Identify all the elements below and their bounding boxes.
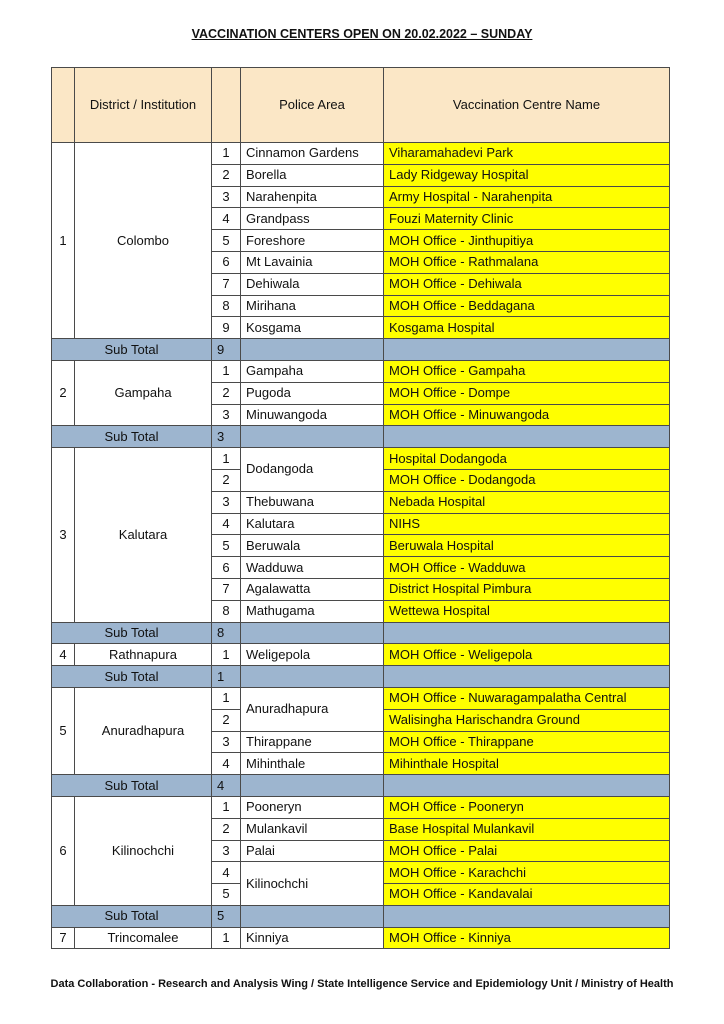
entry-number: 5 [212,230,241,252]
table-row [52,796,670,818]
entry-number: 3 [212,404,241,426]
vaccination-centre: MOH Office - Nuwaragampalatha Central [384,687,670,709]
entry-number: 3 [212,491,241,513]
entry-number: 3 [212,840,241,862]
district-number: 6 [52,796,75,905]
vaccination-centre: MOH Office - Rathmalana [384,251,670,273]
entry-number: 2 [212,164,241,186]
vaccination-centre: MOH Office - Weligepola [384,644,670,666]
entry-number: 2 [212,382,241,404]
table-row [52,143,670,165]
subtotal-row [52,905,670,927]
entry-number: 1 [212,143,241,165]
subtotal-label: Sub Total [52,905,212,927]
district-name: Kalutara [75,448,212,622]
entry-number: 3 [212,731,241,753]
vaccination-centre: MOH Office - Palai [384,840,670,862]
subtotal-row [52,666,670,688]
subtotal-empty [241,426,384,448]
vaccination-centre: Lady Ridgeway Hospital [384,164,670,186]
vaccination-centre: MOH Office - Wadduwa [384,557,670,579]
police-area: Thebuwana [241,491,384,513]
subtotal-label: Sub Total [52,426,212,448]
police-area: Kosgama [241,317,384,339]
vaccination-centre: MOH Office - Kinniya [384,927,670,949]
vaccination-centre: MOH Office - Pooneryn [384,796,670,818]
police-area: Wadduwa [241,557,384,579]
police-area: Minuwangoda [241,404,384,426]
vaccination-centre: Fouzi Maternity Clinic [384,208,670,230]
table-row [52,360,670,382]
subtotal-empty [384,622,670,644]
entry-number: 1 [212,796,241,818]
subtotal-empty [384,426,670,448]
police-area: Kilinochchi [241,862,384,906]
subtotal-empty [384,666,670,688]
subtotal-empty [384,905,670,927]
vaccination-centre: Mihinthale Hospital [384,753,670,775]
police-area: Anuradhapura [241,687,384,731]
entry-number: 4 [212,753,241,775]
subtotal-value: 8 [212,622,241,644]
vaccination-centre: MOH Office - Gampaha [384,360,670,382]
vaccination-centre: Walisingha Harischandra Ground [384,709,670,731]
district-number: 5 [52,687,75,774]
entry-number: 6 [212,557,241,579]
entry-number: 5 [212,884,241,906]
entry-number: 1 [212,644,241,666]
vaccination-centre: MOH Office - Beddagana [384,295,670,317]
district-number: 3 [52,448,75,622]
vaccination-centre: MOH Office - Dodangoda [384,469,670,491]
entry-number: 1 [212,360,241,382]
police-area: Mt Lavainia [241,251,384,273]
police-area: Dodangoda [241,448,384,492]
entry-number: 8 [212,600,241,622]
police-area: Mathugama [241,600,384,622]
subtotal-value: 9 [212,339,241,361]
subtotal-label: Sub Total [52,339,212,361]
subtotal-row [52,426,670,448]
entry-number: 4 [212,513,241,535]
police-area: Kinniya [241,927,384,949]
police-area: Dehiwala [241,273,384,295]
footer-note: Data Collaboration - Research and Analysis Wing / State Intelligence Service and Epidemiology Unit / Ministry of Health [50,978,674,990]
subtotal-empty [241,666,384,688]
vaccination-centre: Viharamahadevi Park [384,143,670,165]
subtotal-row [52,339,670,361]
table-row [52,687,670,709]
district-number: 4 [52,644,75,666]
district-name: Rathnapura [75,644,212,666]
header-police-area: Police Area [241,68,384,143]
police-area: Pugoda [241,382,384,404]
entry-number: 3 [212,186,241,208]
entry-number: 7 [212,273,241,295]
table-row [52,927,670,949]
table-header-row [52,68,670,143]
header-vaccination-centre: Vaccination Centre Name [384,68,670,143]
header-district-number [52,68,75,143]
district-number: 7 [52,927,75,949]
subtotal-label: Sub Total [52,622,212,644]
entry-number: 5 [212,535,241,557]
police-area: Thirappane [241,731,384,753]
vaccination-centre: MOH Office - Jinthupitiya [384,230,670,252]
entry-number: 2 [212,818,241,840]
police-area: Mirihana [241,295,384,317]
vaccination-centre: Army Hospital - Narahenpita [384,186,670,208]
police-area: Kalutara [241,513,384,535]
vaccination-centre: District Hospital Pimbura [384,578,670,600]
entry-number: 7 [212,578,241,600]
police-area: Palai [241,840,384,862]
police-area: Pooneryn [241,796,384,818]
police-area: Beruwala [241,535,384,557]
subtotal-value: 4 [212,775,241,797]
entry-number: 1 [212,927,241,949]
subtotal-value: 5 [212,905,241,927]
entry-number: 1 [212,448,241,470]
vaccination-centre: MOH Office - Karachchi [384,862,670,884]
subtotal-row [52,622,670,644]
entry-number: 9 [212,317,241,339]
subtotal-empty [241,775,384,797]
vaccination-centre: Hospital Dodangoda [384,448,670,470]
district-name: Trincomalee [75,927,212,949]
vaccination-centre: MOH Office - Thirappane [384,731,670,753]
vaccination-centre: Nebada Hospital [384,491,670,513]
subtotal-empty [384,775,670,797]
subtotal-empty [241,339,384,361]
subtotal-row [52,775,670,797]
vaccination-centre: MOH Office - Dompe [384,382,670,404]
page-title: VACCINATION CENTERS OPEN ON 20.02.2022 – SUNDAY [191,27,533,41]
entry-number: 8 [212,295,241,317]
vaccination-centers-table [51,67,670,949]
header-district: District / Institution [75,68,212,143]
district-name: Gampaha [75,360,212,425]
subtotal-empty [241,905,384,927]
table-body [52,143,670,949]
entry-number: 4 [212,208,241,230]
district-number: 2 [52,360,75,425]
subtotal-value: 3 [212,426,241,448]
subtotal-empty [241,622,384,644]
police-area: Gampaha [241,360,384,382]
subtotal-empty [384,339,670,361]
subtotal-label: Sub Total [52,666,212,688]
vaccination-centre: MOH Office - Kandavalai [384,884,670,906]
header-entry-number [212,68,241,143]
police-area: Narahenpita [241,186,384,208]
vaccination-centre: NIHS [384,513,670,535]
police-area: Mihinthale [241,753,384,775]
table-row [52,644,670,666]
police-area: Cinnamon Gardens [241,143,384,165]
district-name: Colombo [75,143,212,339]
vaccination-centre: Base Hospital Mulankavil [384,818,670,840]
vaccination-centre: Kosgama Hospital [384,317,670,339]
subtotal-label: Sub Total [52,775,212,797]
police-area: Borella [241,164,384,186]
police-area: Grandpass [241,208,384,230]
entry-number: 1 [212,687,241,709]
subtotal-value: 1 [212,666,241,688]
police-area: Mulankavil [241,818,384,840]
entry-number: 6 [212,251,241,273]
police-area: Foreshore [241,230,384,252]
vaccination-centre: MOH Office - Dehiwala [384,273,670,295]
vaccination-centre: Wettewa Hospital [384,600,670,622]
district-name: Anuradhapura [75,687,212,774]
entry-number: 2 [212,469,241,491]
police-area: Agalawatta [241,578,384,600]
district-number: 1 [52,143,75,339]
entry-number: 4 [212,862,241,884]
entry-number: 2 [212,709,241,731]
table-row [52,448,670,470]
district-name: Kilinochchi [75,796,212,905]
vaccination-centre: Beruwala Hospital [384,535,670,557]
police-area: Weligepola [241,644,384,666]
vaccination-centre: MOH Office - Minuwangoda [384,404,670,426]
